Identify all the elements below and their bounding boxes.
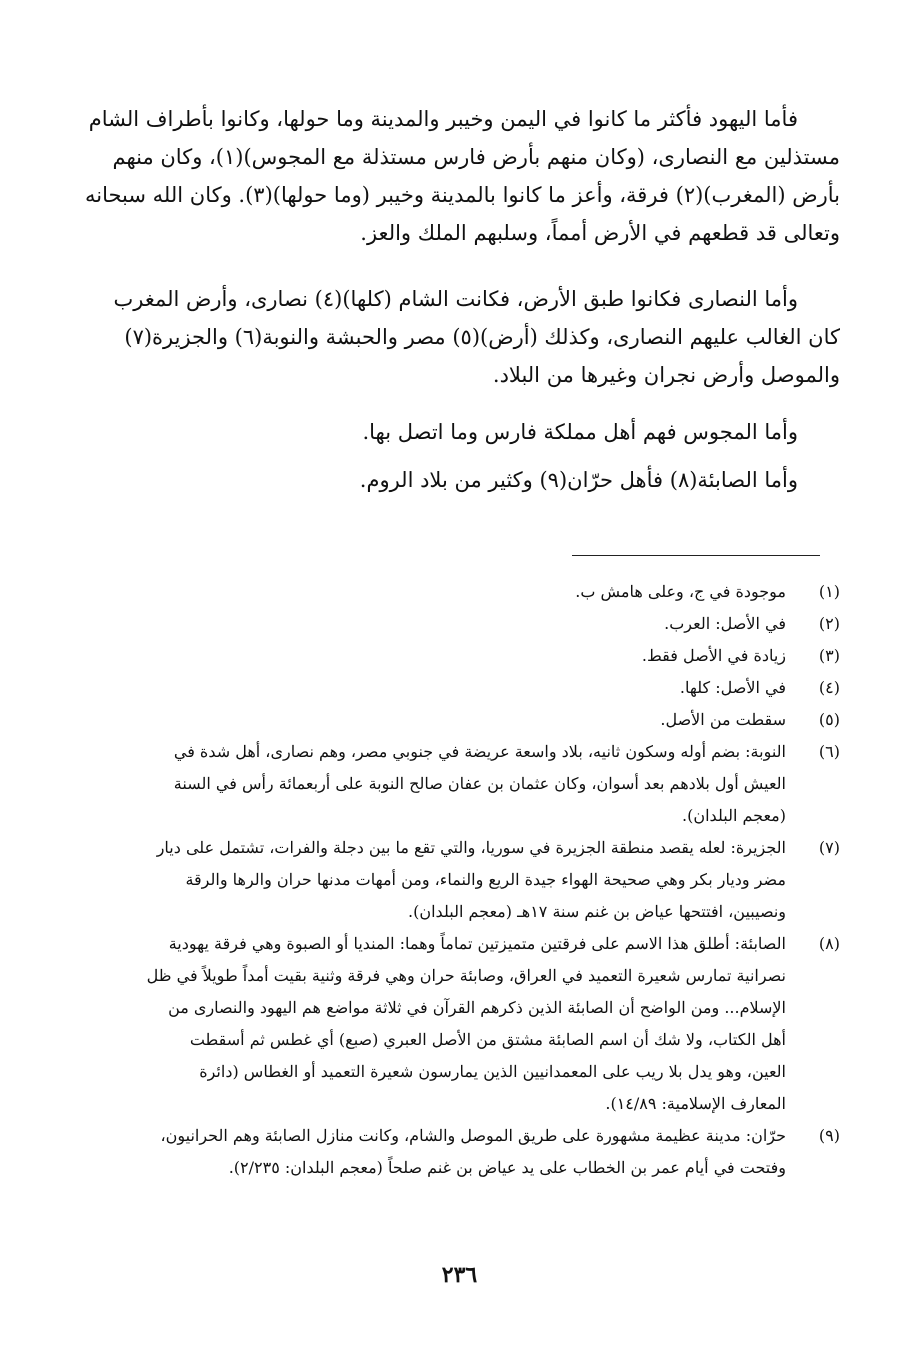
body-line: وأما النصارى فكانوا طبق الأرض، فكانت الشام (كلها)(٤) نصارى، وأرض المغرب <box>113 287 798 311</box>
body-line: وأما الصابئة(٨) فأهل حرّان(٩) وكثير من بلاد الروم. <box>359 468 798 492</box>
footnote-text: وفتحت في أيام عمر بن الخطاب على يد عياض بن غنم صلحاً (معجم البلدان: ٢/٢٣٥). <box>228 1158 786 1177</box>
footnote-text: الصابئة: أطلق هذا الاسم على فرقتين متميزتين تماماً وهما: المنديا أو الصبوة وهي فرقة يهودية <box>168 934 786 953</box>
footnote-text: زيادة في الأصل فقط. <box>641 646 786 665</box>
body-line: كان الغالب عليهم النصارى، وكذلك (أرض)(٥) مصر والحبشة والنوبة(٦) والجزيرة(٧) <box>124 325 840 349</box>
body-line: بأرض (المغرب)(٢) فرقة، وأعز ما كانوا بالمدينة وخيبر (وما حولها)(٣). وكان الله سبحانه <box>84 183 840 207</box>
footnote-text: سقطت من الأصل. <box>660 710 786 729</box>
footnote-text: المعارف الإسلامية: ١٤/٨٩). <box>605 1094 786 1113</box>
footnote-text: ونصيبين، افتتحها عياض بن غنم سنة ١٧هـ (معجم البلدان). <box>408 902 786 921</box>
footnote-text: العيش أول بلادهم بعد أسوان، وكان عثمان بن عفان صالح النوبة على أربعمائة رأس في السنة <box>173 774 786 793</box>
footnote-text: (معجم البلدان). <box>682 806 786 825</box>
body-line: وأما المجوس فهم أهل مملكة فارس وما اتصل بها. <box>362 420 798 444</box>
paragraph-magians <box>78 413 840 451</box>
paragraph-jews <box>78 100 840 252</box>
footnote-separator <box>572 555 820 556</box>
footnote-6 <box>78 736 840 832</box>
footnote-4 <box>78 672 840 704</box>
footnote-text: الإسلام... ومن الواضح أن الصابئة الذين ذكرهم القرآن في ثلاثة مواضع هم اليهود والنصارى من <box>168 998 786 1017</box>
footnote-1 <box>78 576 840 608</box>
footnote-text: النوبة: بضم أوله وسكون ثانيه، بلاد واسعة عريضة في جنوبي مصر، وهم نصارى، أهل شدة في <box>173 742 786 761</box>
footnote-8 <box>78 928 840 1120</box>
page-number: ٢٣٦ <box>441 1262 478 1288</box>
footnote-7 <box>78 832 840 928</box>
footnote-text: في الأصل: كلها. <box>679 678 786 697</box>
footnote-number: (٣) <box>818 646 840 665</box>
footnote-3 <box>78 640 840 672</box>
footnote-number: (٨) <box>818 934 840 953</box>
footnote-number: (٢) <box>818 614 840 633</box>
footnote-number: (١) <box>818 582 840 601</box>
footnote-text: أهل الكتاب، ولا شك أن اسم الصابئة مشتق من الأصل العبري (صبع) أي غطس ثم أسقطت <box>189 1030 786 1049</box>
footnote-text: حرّان: مدينة عظيمة مشهورة على طريق الموصل والشام، وكانت منازل الصابئة وهم الحرانيون، <box>160 1126 786 1145</box>
footnote-number: (٥) <box>818 710 840 729</box>
body-line: مستذلين مع النصارى، (وكان منهم بأرض فارس مستذلة مع المجوس)(١)، وكان منهم <box>112 145 840 169</box>
footnote-number: (٦) <box>818 742 840 761</box>
body-line: وتعالى قد قطعهم في الأرض أمماً، وسلبهم الملك والعز. <box>360 221 840 245</box>
footnote-text: نصرانية تمارس شعيرة التعميد في العراق، وصابئة حران وهي فرقة وثنية بقيت أمداً طويلاً في ظل <box>146 966 786 985</box>
paragraph-sabians <box>78 461 840 499</box>
footnote-9 <box>78 1120 840 1184</box>
footnote-5 <box>78 704 840 736</box>
footnote-text: موجودة في ج، وعلى هامش ب. <box>575 582 786 601</box>
body-line: والموصل وأرض نجران وغيرها من البلاد. <box>492 363 840 387</box>
paragraph-christians <box>78 280 840 394</box>
footnote-text: مضر وديار بكر وهي صحيحة الهواء جيدة الريع والنماء، ومن أمهات مدنها حران والرها والرقة <box>185 870 786 889</box>
footnote-text: في الأصل: العرب. <box>664 614 786 633</box>
footnote-number: (٤) <box>818 678 840 697</box>
footnote-text: العين، وهو يدل بلا ريب على المعمدانيين الذين يمارسون شعيرة التعميد أو الغطاس (دائرة <box>199 1062 786 1081</box>
footnote-2 <box>78 608 840 640</box>
footnote-number: (٧) <box>818 838 840 857</box>
footnote-number: (٩) <box>818 1126 840 1145</box>
body-line: فأما اليهود فأكثر ما كانوا في اليمن وخيبر والمدينة وما حولها، وكانوا بأطراف الشام <box>88 107 798 131</box>
footnotes-section <box>78 576 840 1184</box>
footnote-text: الجزيرة: لعله يقصد منطقة الجزيرة في سوريا، والتي تقع ما بين دجلة والفرات، تشتمل على ديار <box>156 838 786 857</box>
